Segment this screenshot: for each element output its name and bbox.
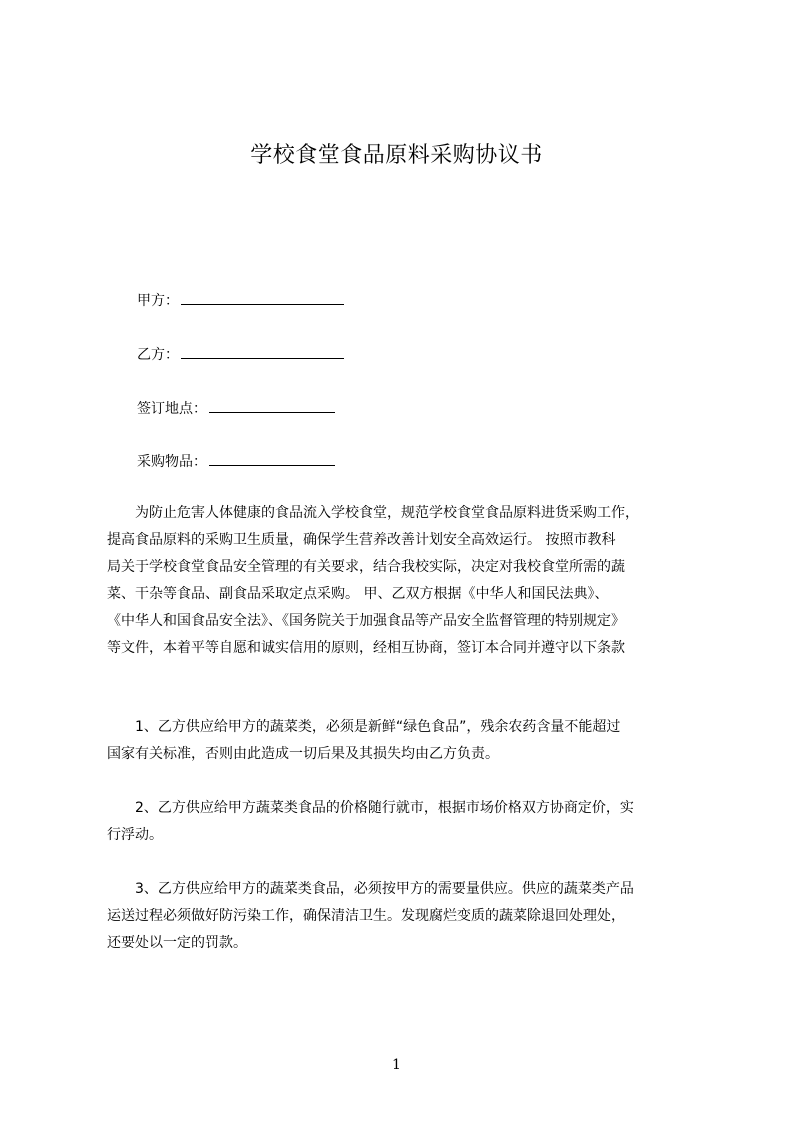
party-a-field bbox=[137, 290, 344, 311]
preamble-paragraph bbox=[107, 500, 717, 662]
preamble-line: 为防止危害人体健康的食品流入学校食堂，规范学校食堂食品原料进货采购工作， bbox=[107, 505, 639, 521]
goods-field bbox=[137, 451, 335, 472]
party-a-blank bbox=[181, 290, 344, 305]
clause-line: 2、乙方供应给甲方蔬菜类食品的价格随行就市，根据市场价格双方协商定价，实 bbox=[107, 800, 634, 816]
clause-line: 还要处以一定的罚款。 bbox=[107, 935, 247, 951]
document-title: 学校食堂食品原料采购协议书 bbox=[250, 143, 543, 168]
sign-place-blank bbox=[209, 398, 335, 413]
party-b-label: 乙方： bbox=[137, 347, 179, 363]
clause-line: 国家有关标准，否则由此造成一切后果及其损失均由乙方负责。 bbox=[107, 746, 499, 762]
preamble-line: 菜、干杂等食品、副食品采取定点采购。 甲、乙双方根据《中华人和国民法典》、 bbox=[107, 586, 609, 602]
clause-line: 运送过程必须做好防污染工作，确保清洁卫生。发现腐烂变质的蔬菜除退回处理处， bbox=[107, 908, 625, 924]
clause-3 bbox=[107, 876, 717, 957]
sign-place-field bbox=[137, 398, 335, 419]
clause-1 bbox=[107, 714, 717, 768]
sign-place-label: 签订地点： bbox=[137, 401, 207, 417]
goods-label: 采购物品： bbox=[137, 454, 207, 470]
goods-blank bbox=[209, 451, 335, 466]
clause-line: 3、乙方供应给甲方的蔬菜类食品，必须按甲方的需要量供应。供应的蔬菜类产品 bbox=[107, 881, 634, 897]
party-b-blank bbox=[181, 344, 344, 359]
preamble-line: 《中华人和国食品安全法》、《国务院关于加强食品等产品安全监督管理的特别规定》 bbox=[107, 613, 625, 629]
clause-2 bbox=[107, 795, 717, 849]
clause-line: 行浮动。 bbox=[107, 827, 163, 843]
preamble-line: 等文件，本着平等自愿和诚实信用的原则，经相互协商，签订本合同并遵守以下条款 bbox=[107, 640, 625, 656]
clause-line: 1、乙方供应给甲方的蔬菜类，必须是新鲜“绿色食品”，残余农药含量不能超过 bbox=[107, 719, 621, 735]
preamble-line: 提高食品原料的采购卫生质量，确保学生营养改善计划安全高效运行。 按照市教科 bbox=[107, 532, 616, 548]
preamble-line: 局关于学校食堂食品安全管理的有关要求，结合我校实际，决定对我校食堂所需的蔬 bbox=[107, 559, 625, 575]
page-number: 1 bbox=[392, 1057, 401, 1073]
party-b-field bbox=[137, 344, 344, 365]
party-a-label: 甲方： bbox=[137, 293, 179, 309]
